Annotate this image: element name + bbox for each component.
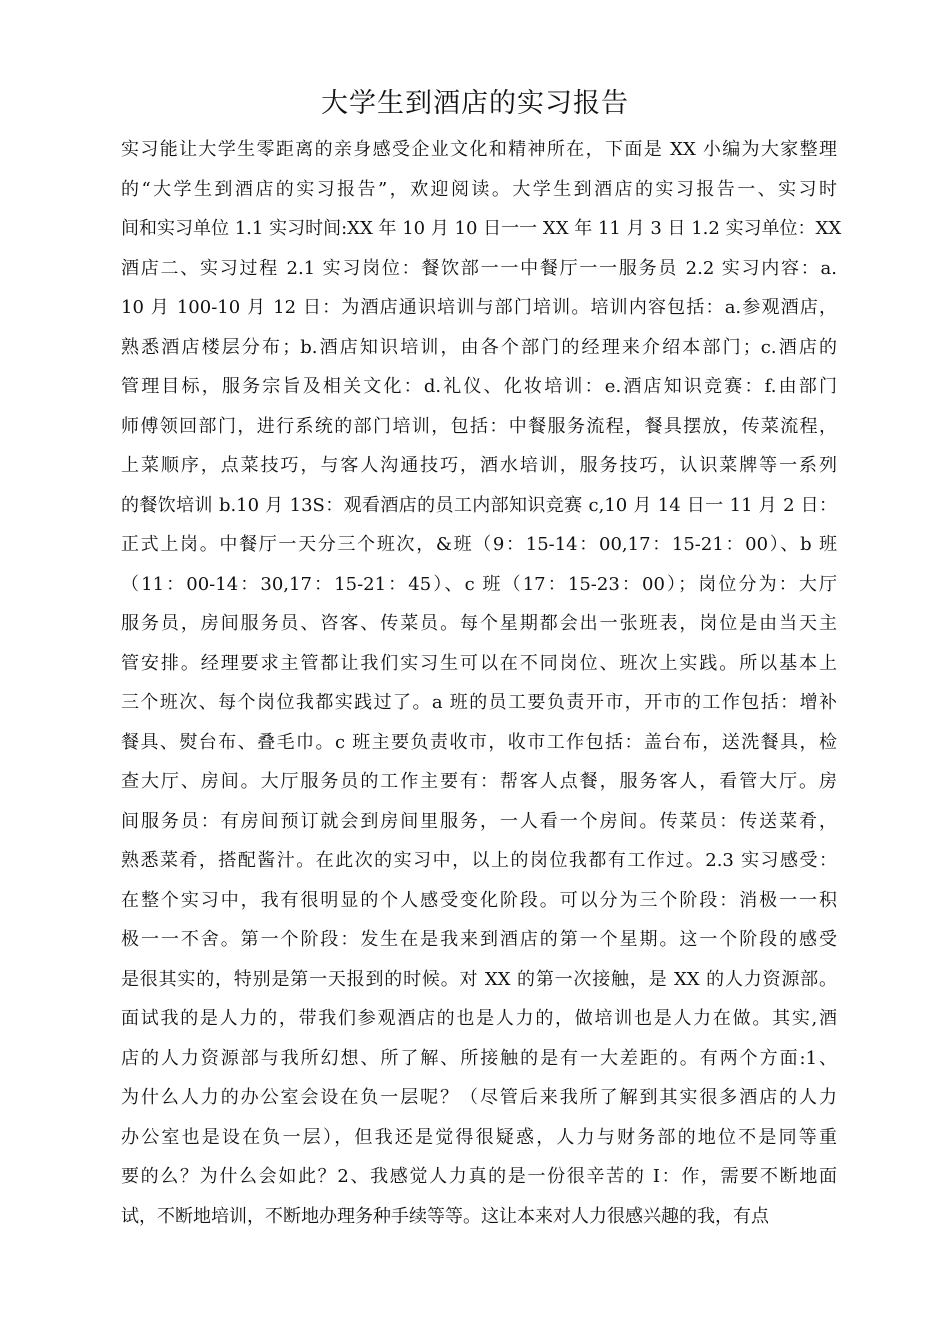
body-line: 查大厅、房间。大厅服务员的工作主要有：帮客人点餐，服务客人，看管大厅。房	[121, 771, 837, 792]
body-line: 熟悉菜肴，搭配酱汁。在此次的实习中，以上的岗位我都有工作过。2.3 实习感受：	[121, 850, 837, 871]
body-line: 办公室也是设在负一层），但我还是觉得很疑惑，人力与财务部的地位不是同等重	[121, 1126, 837, 1148]
body-line: 管理目标，服务宗旨及相关文化：d.礼仪、化妆培训：e.酒店知识竞赛：f.由部门	[121, 376, 837, 397]
body-line: 实习能让大学生零距离的亲身感受企业文化和精神所在，下面是 XX 小编为大家整理	[121, 139, 837, 160]
body-line: 试，不断地培训，不断地办理务种手续等等。这让本来对人力很感兴趣的我，有点	[121, 1205, 769, 1227]
body-line: 的“大学生到酒店的实习报告”，欢迎阅读。大学生到酒店的实习报告一、实习时	[121, 178, 837, 200]
body-line: 正式上岗。中餐厅一天分三个班次，&班（9：15-14：00,17：15-21：00）、b 班	[121, 534, 837, 555]
body-line: 酒店二、实习过程 2.1 实习岗位：餐饮部一一中餐厅一一服务员 2.2 实习内容：a.	[121, 257, 837, 279]
body-line: 服务员，房间服务员、咨客、传菜员。每个星期都会出一张班表，岗位是由当天主	[121, 613, 837, 634]
body-line: 店的人力资源部与我所幻想、所了解、所接触的是有一大差距的。有两个方面:1、	[121, 1047, 837, 1069]
body-line: 在整个实习中，我有很明显的个人感受变化阶段。可以分为三个阶段：消极一一积	[121, 889, 837, 911]
document-body	[121, 130, 842, 1236]
body-line: 极一一不舍。第一个阶段：发生在是我来到酒店的第一个星期。这一个阶段的感受	[121, 929, 837, 950]
body-line: 餐具、熨台布、叠毛巾。c 班主要负责收市，收市工作包括：盖台布，送洗餐具，检	[121, 731, 837, 753]
body-line: 熟悉酒店楼层分布；b.酒店知识培训，由各个部门的经理来介绍本部门；c.酒店的	[121, 336, 837, 358]
body-line: 间服务员：有房间预订就会到房间里服务，一人看一个房间。传菜员：传送菜肴，	[121, 810, 837, 832]
body-line: 是很其实的，特别是第一天报到的时候。对 XX 的第一次接触，是 XX 的人力资源部。	[121, 968, 837, 990]
body-line: 要的么？为什么会如此？2、我感觉人力真的是一份很辛苦的 I：作，需要不断地面	[121, 1166, 837, 1187]
body-line: 管安排。经理要求主管都让我们实习生可以在不同岗位、班次上实践。所以基本上	[121, 652, 837, 674]
body-line: （11：00-14：30,17：15-21：45）、c 班（17：15-23：00）；岗位分为：大厅	[121, 573, 837, 595]
body-line: 师傅领回部门，进行系统的部门培训，包括：中餐服务流程，餐具摆放，传菜流程，	[121, 415, 837, 437]
body-line: 上菜顺序，点菜技巧，与客人沟通技巧，酒水培训，服务技巧，认识菜牌等一系列	[121, 455, 837, 476]
body-line: 的餐饮培训 b.10 月 13S：观看酒店的员工内部知识竞赛 c,10 月 14 日一 11 月 2 日：	[121, 494, 837, 516]
body-line: 面试我的是人力的，带我们参观酒店的也是人力的，做培训也是人力在做。其实,酒	[121, 1008, 837, 1029]
body-line: 三个班次、每个岗位我都实践过了。a 班的员工要负责开市，开市的工作包括：增补	[121, 692, 837, 713]
body-line: 10 月 100-10 月 12 日：为酒店通识培训与部门培训。培训内容包括：a.参观酒店，	[121, 297, 837, 318]
body-line: 间和实习单位 1.1 实习时间:XX 年 10 月 10 日一一 XX 年 11 月 3 日 1.2 实习单位：XX	[121, 218, 842, 239]
document-title: 大学生到酒店的实习报告	[321, 88, 629, 119]
body-line: 为什么人力的办公室会设在负一层呢？（尽管后来我所了解到其实很多酒店的人力	[121, 1087, 837, 1108]
